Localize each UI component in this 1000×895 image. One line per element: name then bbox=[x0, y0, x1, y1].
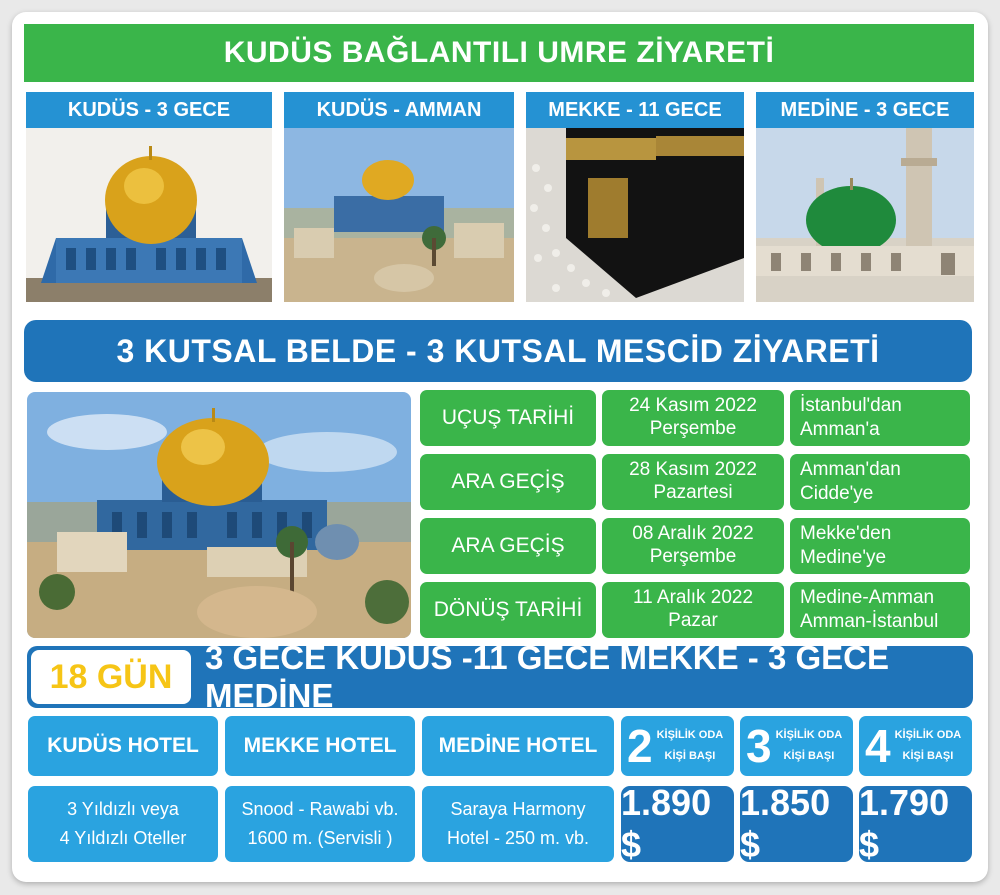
schedule-date bbox=[602, 582, 784, 638]
room-type-2 bbox=[621, 716, 734, 776]
schedule-route bbox=[790, 518, 970, 574]
dome-of-the-rock-photo bbox=[26, 128, 272, 302]
route-from: İstanbul'dan bbox=[800, 395, 902, 417]
room-desc bbox=[776, 725, 843, 767]
schedule-route bbox=[790, 454, 970, 510]
day-text: Pazar bbox=[668, 610, 718, 631]
price-2-person: 1.890 $ bbox=[621, 786, 734, 862]
room-type-3 bbox=[740, 716, 853, 776]
photo-label: KUDÜS - 3 GECE bbox=[26, 92, 272, 128]
subtitle-banner: 3 KUTSAL BELDE - 3 KUTSAL MESCİD ZİYARETİ bbox=[24, 320, 972, 382]
duration-text: 3 GECE KUDÜS -11 GECE MEKKE - 3 GECE MEDİNE bbox=[205, 639, 889, 714]
price-3-person: 1.850 $ bbox=[740, 786, 853, 862]
schedule-route bbox=[790, 390, 970, 446]
hotel-detail-line: 4 Yıldızlı Oteller bbox=[59, 828, 187, 848]
room-desc bbox=[657, 725, 724, 767]
room-count: 4 bbox=[865, 720, 891, 772]
route-to: Medine'ye bbox=[800, 547, 887, 568]
schedule-label: ARA GEÇİŞ bbox=[420, 518, 596, 574]
date-text: 08 Aralık 2022 bbox=[632, 523, 754, 545]
room-desc-line1: KİŞİLİK ODA bbox=[894, 729, 962, 742]
photo-card-mekke bbox=[526, 92, 744, 302]
room-desc bbox=[895, 725, 962, 767]
schedule-label: DÖNÜŞ TARİHİ bbox=[420, 582, 596, 638]
duration-days-badge: 18 GÜN bbox=[31, 650, 191, 704]
route-from: Mekke'den bbox=[800, 523, 892, 545]
schedule-label: UÇUŞ TARİHİ bbox=[420, 390, 596, 446]
hotel-detail-line: Saraya Harmony bbox=[450, 799, 586, 820]
date-text: 28 Kasım 2022 bbox=[629, 459, 757, 481]
hotel-header-kudus: KUDÜS HOTEL bbox=[28, 716, 218, 776]
room-desc-line2: KİŞİ BAŞI bbox=[902, 750, 954, 762]
green-dome-photo bbox=[756, 128, 974, 302]
day-text: Perşembe bbox=[649, 546, 737, 567]
day-text: Perşembe bbox=[649, 418, 737, 439]
hotel-detail-mekke bbox=[225, 786, 415, 862]
hotel-header-medine: MEDİNE HOTEL bbox=[422, 716, 614, 776]
photo-card-kudus bbox=[26, 92, 272, 302]
schedule-route bbox=[790, 582, 970, 638]
photo-label: KUDÜS - AMMAN bbox=[284, 92, 514, 128]
schedule-date bbox=[602, 518, 784, 574]
room-desc-line2: KİŞİ BAŞI bbox=[783, 750, 835, 762]
hotel-detail-line: 3 Yıldızlı veya bbox=[67, 799, 179, 820]
room-type-4 bbox=[859, 716, 972, 776]
route-to: Cidde'ye bbox=[800, 483, 874, 504]
dome-of-the-rock-large-photo bbox=[27, 392, 411, 638]
date-text: 11 Aralık 2022 bbox=[632, 587, 754, 609]
hotel-detail-medine bbox=[422, 786, 614, 862]
schedule-date bbox=[602, 454, 784, 510]
price-4-person: 1.790 $ bbox=[859, 786, 972, 862]
room-desc-line2: KİŞİ BAŞI bbox=[664, 750, 716, 762]
photo-card-medine bbox=[756, 92, 974, 302]
hotel-header-mekke: MEKKE HOTEL bbox=[225, 716, 415, 776]
date-text: 24 Kasım 2022 bbox=[629, 395, 757, 417]
kaaba-photo bbox=[526, 128, 744, 302]
jerusalem-panorama-photo bbox=[284, 128, 514, 302]
hotel-detail-line: 1600 m. (Servisli ) bbox=[247, 828, 393, 848]
room-count: 3 bbox=[746, 720, 772, 772]
route-to: Amman-İstanbul bbox=[800, 611, 939, 632]
hotel-detail-kudus bbox=[28, 786, 218, 862]
day-text: Pazartesi bbox=[653, 482, 733, 503]
photo-label: MEDİNE - 3 GECE bbox=[756, 92, 974, 128]
route-from: Amman'dan bbox=[800, 459, 901, 481]
hotel-detail-line: Hotel - 250 m. vb. bbox=[446, 828, 590, 848]
page-title: KUDÜS BAĞLANTILI UMRE ZİYARETİ bbox=[24, 24, 974, 82]
schedule-label: ARA GEÇİŞ bbox=[420, 454, 596, 510]
photo-label: MEKKE - 11 GECE bbox=[526, 92, 744, 128]
room-count: 2 bbox=[627, 720, 653, 772]
room-desc-line1: KİŞİLİK ODA bbox=[656, 729, 724, 742]
photo-card-amman bbox=[284, 92, 514, 302]
route-from: Medine-Amman bbox=[800, 587, 935, 609]
route-to: Amman'a bbox=[800, 419, 880, 440]
room-desc-line1: KİŞİLİK ODA bbox=[775, 729, 843, 742]
hotel-detail-line: Snood - Rawabi vb. bbox=[241, 799, 399, 820]
schedule-date bbox=[602, 390, 784, 446]
